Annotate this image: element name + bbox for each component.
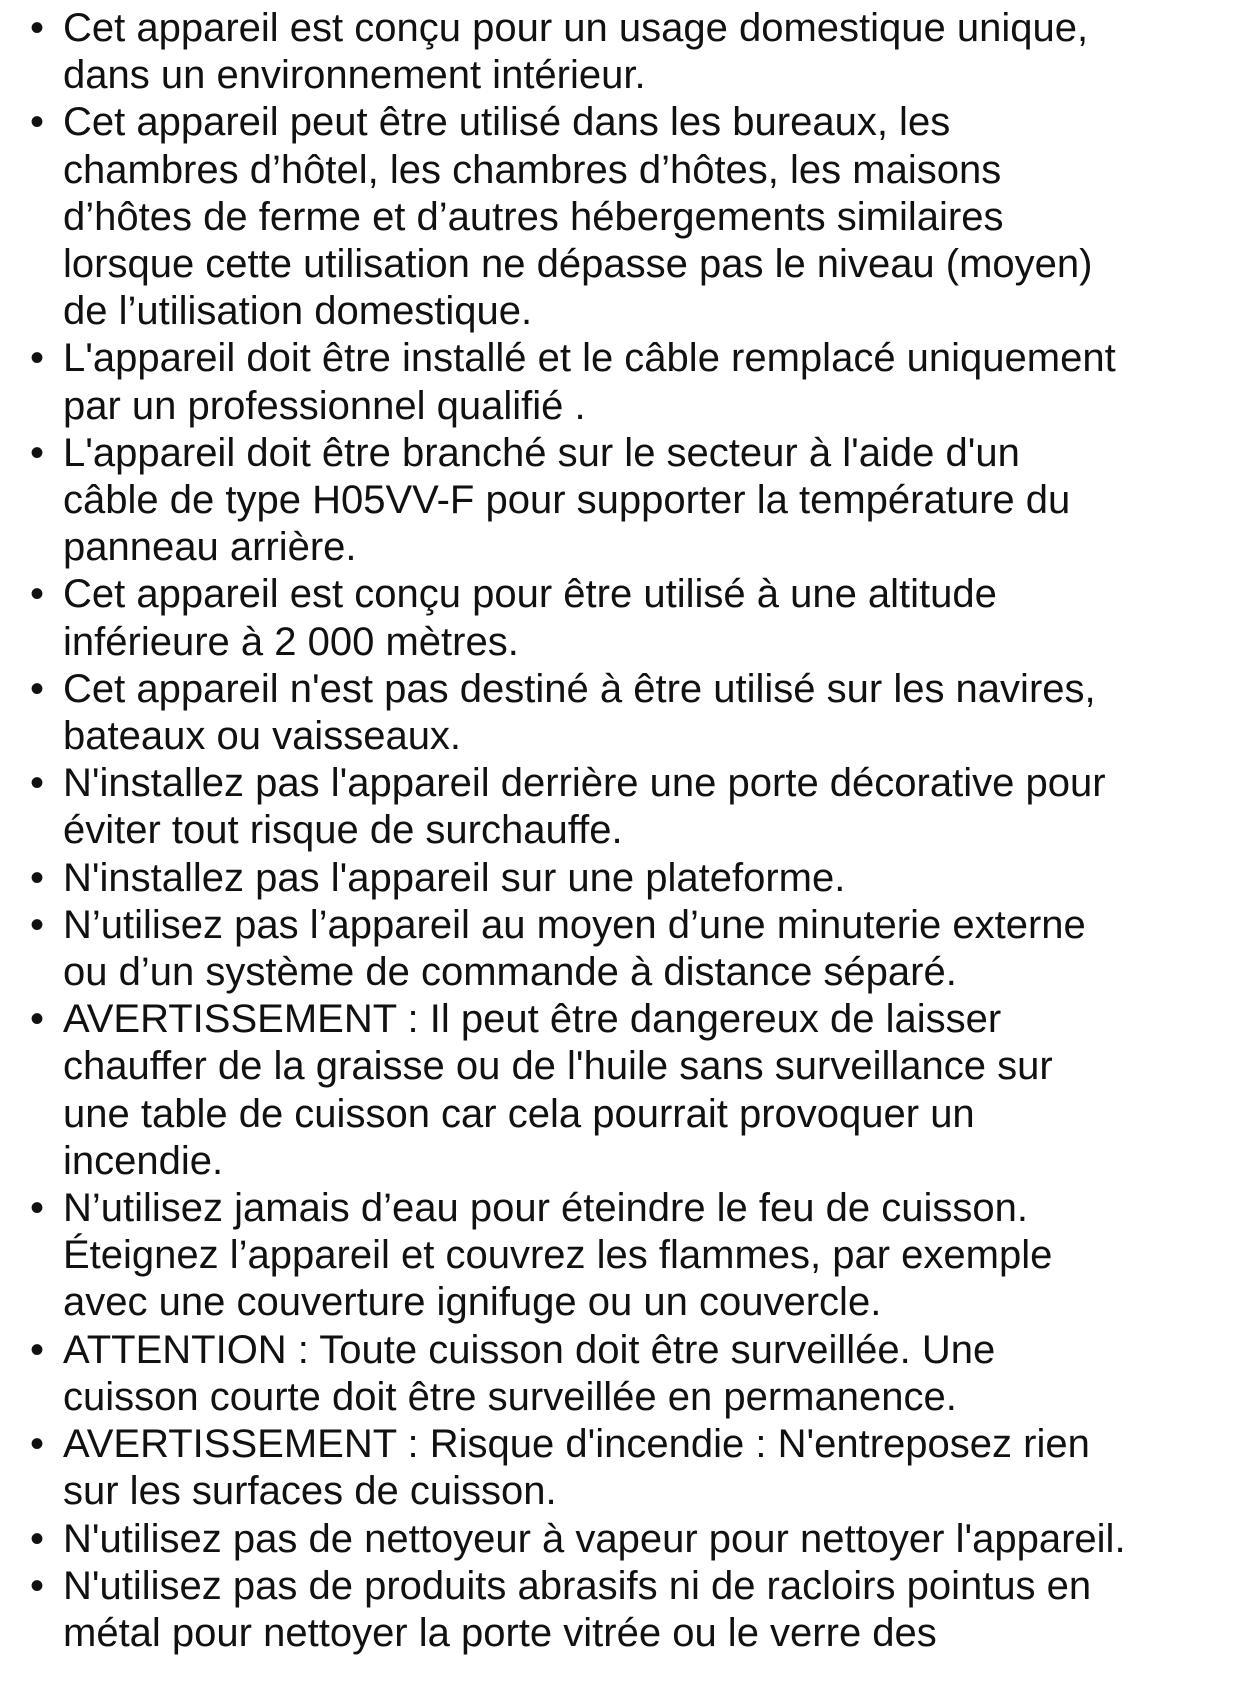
bullet-icon: • [30,855,45,900]
list-item [30,1327,1245,1421]
list-item-text: AVERTISSEMENT : Risque d'incendie : N'entreposez rien sur les surfaces de cuisson. [63,1422,1090,1514]
list-item [30,666,1245,760]
bullet-icon: • [30,336,45,381]
list-item-text: Cet appareil est conçu pour un usage domestique unique, dans un environnement intérieur. [63,6,1089,98]
list-item-text: L'appareil doit être installé et le câble remplacé uniquement par un professionnel qualifié . [63,336,1116,428]
list-item [30,1421,1245,1515]
bullet-icon: • [30,1422,45,1467]
bullet-icon: • [30,1327,45,1372]
list-item [30,996,1245,1185]
bullet-icon: • [30,100,45,145]
list-item-text: N’utilisez pas l’appareil au moyen d’une minuterie externe ou d’un système de commande à distance séparé. [63,902,1086,995]
list-item [30,902,1245,996]
list-item-text: Cet appareil n'est pas destiné à être utilisé sur les navires, bateaux ou vaisseaux. [63,666,1096,759]
list-item-text: AVERTISSEMENT : Il peut être dangereux de laisser chauffer de la graisse ou de l'huile sans surveillance sur une table de cuisson car cela pourrait provoquer un incendie. [63,997,1053,1183]
bullet-icon: • [30,902,45,947]
list-item [30,855,1245,902]
list-item [30,1563,1245,1657]
bullet-icon: • [30,6,45,50]
list-item [30,99,1245,335]
bullet-icon: • [30,666,45,711]
list-item [30,760,1245,854]
list-item-text: N'utilisez pas de nettoyeur à vapeur pour nettoyer l'appareil. [63,1516,1126,1561]
bullet-icon: • [30,430,45,475]
list-item-text: N'utilisez pas de produits abrasifs ni de racloirs pointus en métal pour nettoyer la porte vitrée ou le verre des [63,1563,1092,1655]
list-item [30,335,1245,429]
list-item-text: N'installez pas l'appareil sur une plateforme. [63,855,846,900]
list-item [30,571,1245,665]
list-item-text: N'installez pas l'appareil derrière une porte décorative pour éviter tout risque de surchauffe. [63,761,1106,853]
bullet-icon: • [30,1563,45,1608]
bullet-icon: • [30,761,45,806]
bullet-icon: • [30,1186,45,1231]
list-item-text: N’utilisez jamais d’eau pour éteindre le feu de cuisson. Éteignez l’appareil et couvrez les flammes, par exemple avec une couverture ignifuge ou un couvercle. [63,1186,1053,1325]
list-item [30,430,1245,572]
list-item [30,5,1245,99]
list-item-text: ATTENTION : Toute cuisson doit être surveillée. Une cuisson courte doit être surveillée en permanence. [63,1327,996,1419]
list-item-text: L'appareil doit être branché sur le secteur à l'aide d'un câble de type H05VV-F pour supporter la température du panneau arrière. [63,430,1071,570]
bullet-icon: • [30,1516,45,1561]
list-item-text: Cet appareil peut être utilisé dans les bureaux, les chambres d’hôtel, les chambres d’hôtes, les maisons d’hôtes de ferme et d’autres hébergements similaires lorsque cette utilisation ne dépasse pas le niveau (moyen) de l’utilisation domestique. [63,100,1093,334]
bullet-icon: • [30,572,45,617]
list-item [30,1516,1245,1563]
bullet-icon: • [30,997,45,1042]
safety-instructions-list [30,5,1245,1657]
list-item [30,1185,1245,1327]
list-item-text: Cet appareil est conçu pour être utilisé à une altitude inférieure à 2 000 mètres. [63,572,997,664]
